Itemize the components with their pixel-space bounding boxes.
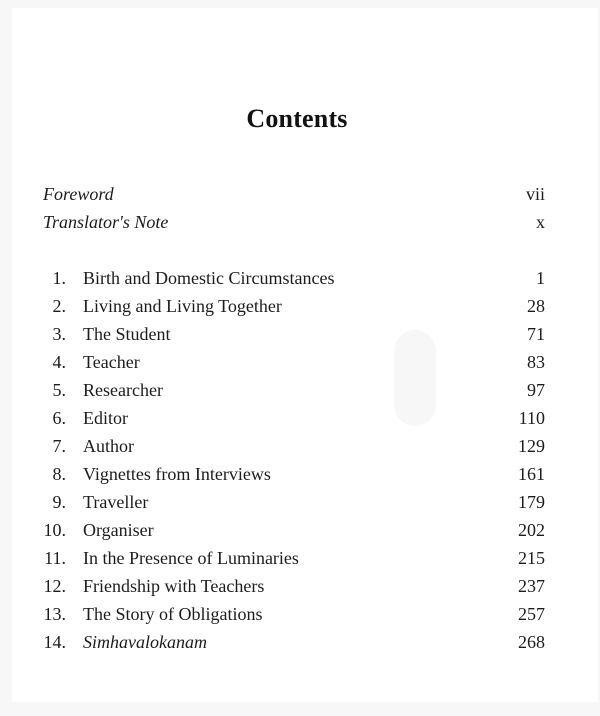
chapter-page: 237 [518,576,545,596]
toc-chapter-1 [0,266,600,290]
chapter-number: 5. [52,380,66,400]
toc-chapter-7 [0,434,600,458]
toc-entry-page: vii [525,184,545,204]
chapter-number: 8. [52,464,66,484]
toc-chapter-4 [0,350,600,374]
toc-chapter-6 [0,406,600,430]
chapter-number: 12. [43,576,66,596]
toc-chapter-13 [0,602,600,626]
chapter-page: 71 [527,324,545,344]
toc-entry-label: Translator's Note [43,212,169,232]
chapter-page: 202 [518,520,545,540]
toc-entry-page: x [536,212,545,232]
chapter-number: 1. [52,268,66,288]
chapter-number: 11. [44,548,66,568]
chapter-title: Organiser [83,520,154,540]
chapter-title: Traveller [83,492,149,512]
toc-chapter-12 [0,574,600,598]
toc-entry-translators-note [0,210,600,234]
chapter-title: Author [83,436,134,456]
toc-chapter-8 [0,462,600,486]
chapter-number: 14. [43,632,66,652]
chapter-number: 3. [52,324,66,344]
chapter-page: 110 [518,408,545,428]
toc-chapter-14 [0,630,600,654]
chapter-number: 9. [52,492,66,512]
chapter-title: Vignettes from Interviews [83,464,271,484]
chapter-page: 97 [527,380,545,400]
toc-chapter-11 [0,546,600,570]
chapter-number: 4. [52,352,66,372]
chapter-page: 215 [518,548,545,568]
chapter-page: 83 [527,352,545,372]
chapter-number: 10. [43,520,66,540]
chapter-title: Editor [83,408,128,428]
chapter-number: 13. [43,604,66,624]
toc-chapter-3 [0,322,600,346]
chapter-number: 7. [52,436,66,456]
chapter-title: Teacher [83,352,140,372]
chapter-page: 129 [518,436,545,456]
chapter-page: 268 [518,632,545,652]
chapter-number: 6. [52,408,66,428]
toc-chapter-10 [0,518,600,542]
chapter-page: 179 [518,492,545,512]
chapter-title: In the Presence of Luminaries [83,548,299,568]
chapter-title: Simhavalokanam [83,632,207,652]
chapter-page: 161 [518,464,545,484]
chapter-title: Birth and Domestic Circumstances [83,268,335,288]
chapter-title: Friendship with Teachers [83,576,265,596]
chapter-title: The Story of Obligations [83,604,263,624]
chapter-page: 28 [527,296,545,316]
chapter-page: 1 [536,268,545,288]
toc-entry-label: Foreword [43,184,114,204]
toc-chapter-5 [0,378,600,402]
chapter-page: 257 [518,604,545,624]
toc-chapter-2 [0,294,600,318]
chapter-title: Living and Living Together [83,296,282,316]
chapter-title: The Student [83,324,171,344]
chapter-title: Researcher [83,380,163,400]
toc-chapter-9 [0,490,600,514]
page-title: Contents [246,104,348,133]
chapter-number: 2. [52,296,66,316]
toc-entry-foreword [0,182,600,206]
